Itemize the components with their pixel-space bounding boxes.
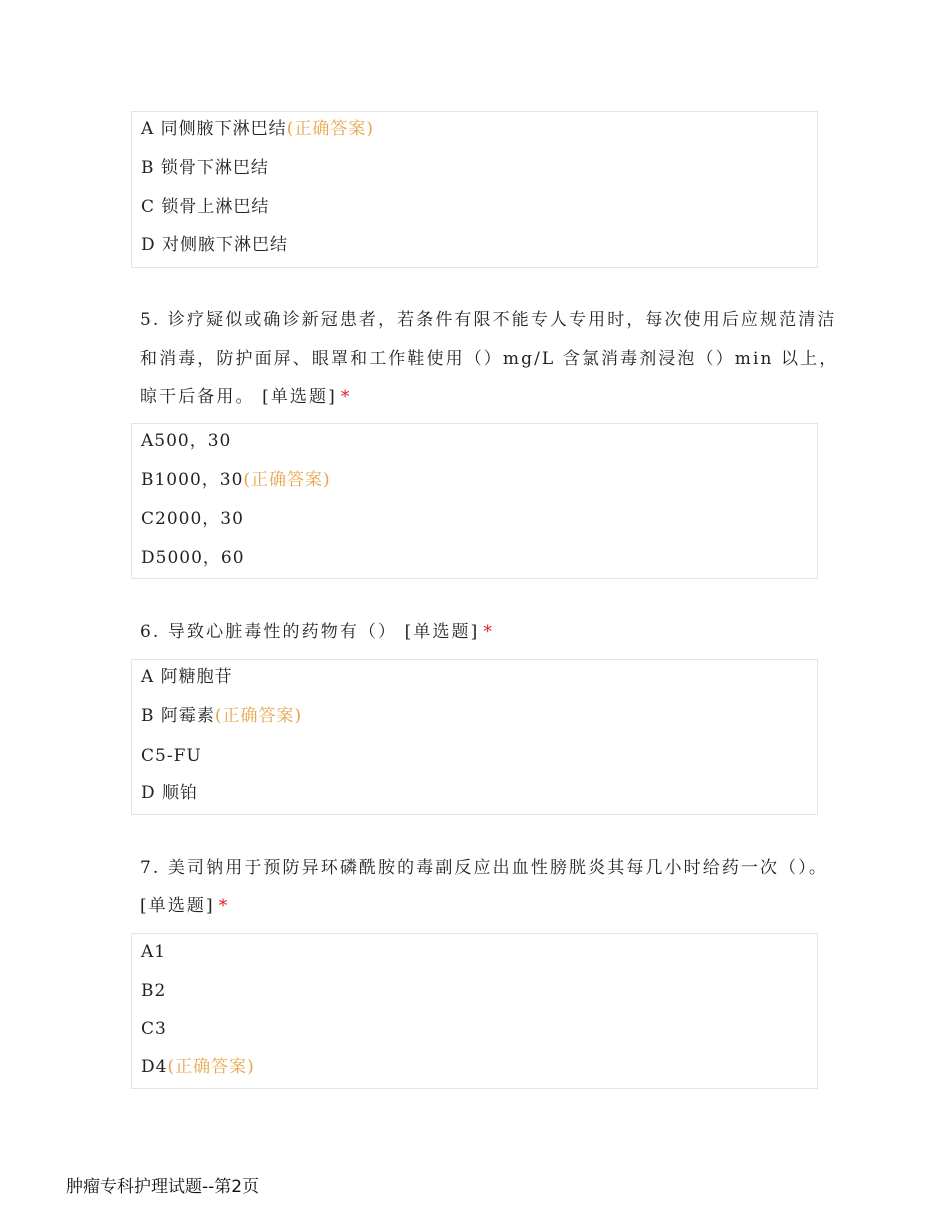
q4-option-a [141, 117, 374, 141]
correct-answer-mark: (正确答案) [214, 706, 303, 726]
option-label: A1 [141, 942, 167, 962]
correct-answer-mark: (正确答案) [167, 1057, 255, 1077]
option-label: C 锁骨上淋巴结 [141, 197, 270, 217]
q4-option-c [141, 195, 269, 219]
q6-option-d [141, 781, 198, 805]
q4-option-d [141, 233, 288, 257]
q7-option-d [141, 1055, 255, 1079]
option-label: A 阿糖胞苷 [141, 667, 233, 687]
q4-options-box [131, 111, 818, 268]
q5-option-a [141, 429, 231, 453]
q7-stem-line-1: 7. 美司钠用于预防异环磷酰胺的毒副反应出血性膀胱炎其每几小时给药一次（）。 [140, 858, 828, 878]
q7-stem-line-2 [140, 891, 229, 921]
q4-option-b [141, 156, 269, 180]
q6-options-box [131, 659, 818, 815]
q6-option-c [141, 744, 202, 768]
correct-answer-mark: (正确答案) [243, 470, 331, 490]
option-label: A 同侧腋下淋巴结 [141, 119, 287, 139]
q5-stem-line-1: 5. 诊疗疑似或确诊新冠患者，若条件有限不能专人专用时，每次使用后应规范清洁 [140, 310, 837, 330]
q5-stem-line-2: 和消毒，防护面屏、眼罩和工作鞋使用（）mg/L 含氯消毒剂浸泡（）min 以上， [140, 349, 839, 369]
q7-option-c [141, 1017, 167, 1041]
page-footer: 肿瘤专科护理试题--第2页 [66, 1177, 260, 1197]
q5-option-c [141, 507, 244, 531]
q6-option-b [141, 704, 302, 728]
required-star: * [483, 622, 495, 642]
option-label: D4 [141, 1057, 168, 1077]
required-star: * [340, 387, 352, 407]
option-label: C2000，30 [141, 509, 244, 529]
question-text: [单选题] [140, 896, 215, 916]
option-label: C5-FU [141, 746, 202, 766]
option-label: A500，30 [141, 431, 232, 451]
q5-stem-line-3 [140, 382, 351, 412]
q6-option-a [141, 665, 233, 689]
option-label: D 对侧腋下淋巴结 [141, 235, 289, 255]
option-label: B 阿霉素 [141, 706, 215, 726]
option-label: C3 [141, 1019, 167, 1039]
q7-option-a [141, 940, 166, 964]
q6-stem-line-1 [140, 617, 494, 647]
q5-option-d [141, 546, 245, 570]
required-star: * [218, 896, 230, 916]
option-label: D5000，60 [141, 548, 245, 568]
q7-options-box [131, 933, 818, 1089]
question-text: 晾干后备用。 [单选题] [140, 387, 337, 407]
option-label: D 顺铂 [141, 783, 199, 803]
q5-option-b [141, 468, 331, 492]
option-label: B2 [141, 981, 167, 1001]
question-text: 6. 导致心脏毒性的药物有（） [单选题] [140, 622, 480, 642]
option-label: B1000，30 [141, 470, 244, 490]
correct-answer-mark: (正确答案) [286, 119, 374, 139]
option-label: B 锁骨下淋巴结 [141, 158, 269, 178]
q5-options-box [131, 423, 818, 579]
q7-option-b [141, 979, 166, 1003]
